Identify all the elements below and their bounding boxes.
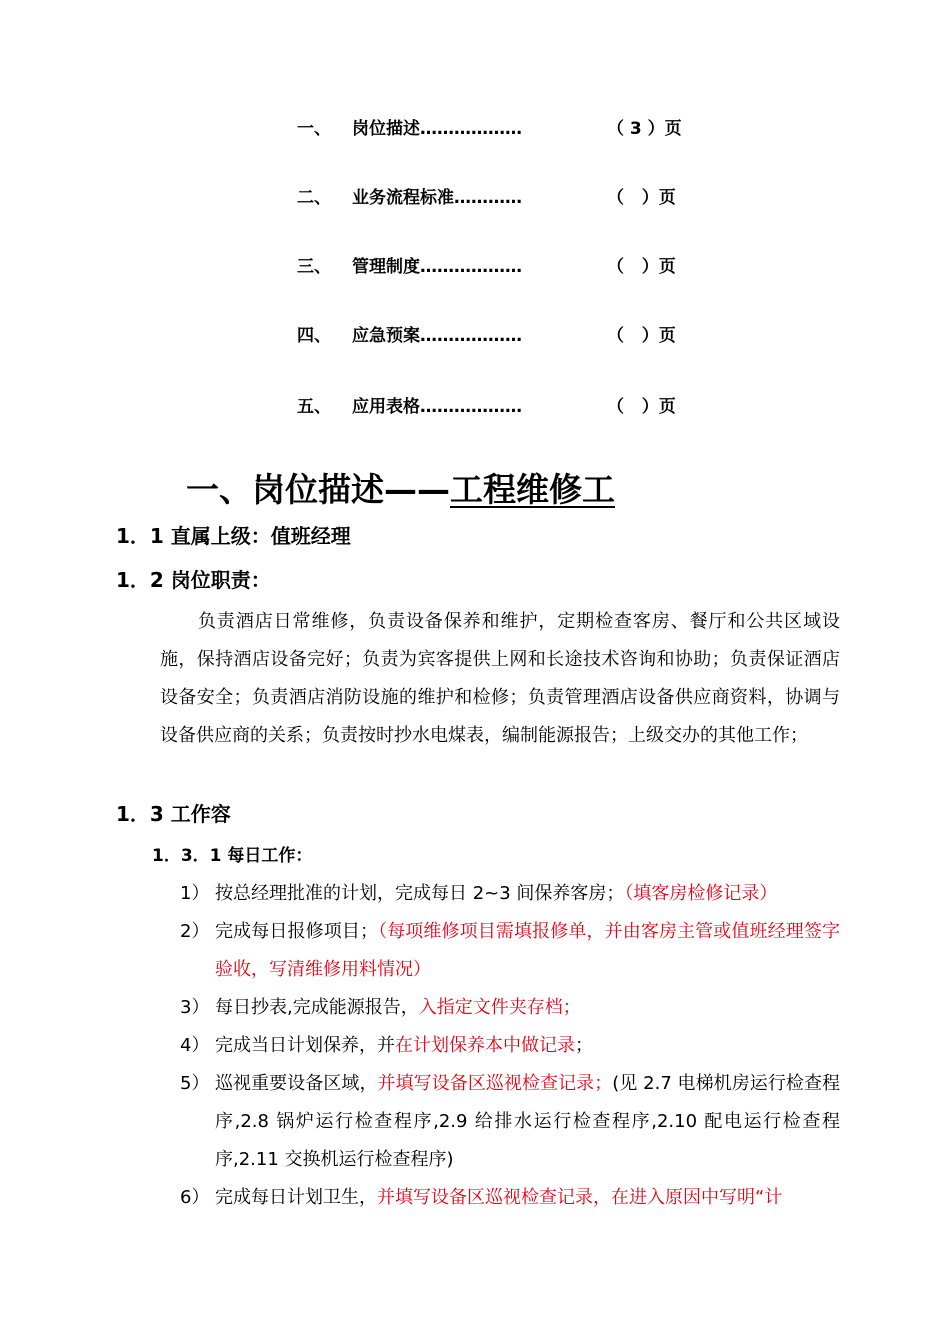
item-tail: (见 2.7 电梯机房运行检查程序,2.8 锅炉运行检查程序,2.9 给排水运行检查程序,2.10 配电运行检查程序,2.11 交换机运行检查程序): [215, 1073, 841, 1170]
toc-entry-1[interactable]: [0, 114, 950, 144]
duties-paragraph: 负责酒店日常维修，负责设备保养和维护，定期检查客房、餐厅和公共区域设施，保持酒店设备完好；负责为宾客提供上网和长途技术咨询和协助；负责保证酒店设备安全；负责酒店消防设施的维护和检修；负责管理酒店设备供应商资料，协调与设备供应商的关系；负责按时抄水电煤表，编制能源报告；上级交办的其他工作；: [160, 611, 840, 746]
item-tail: ；: [575, 1035, 593, 1056]
toc-number: 一、: [297, 119, 331, 139]
item-highlight: 并填写设备区巡视检查记录；: [377, 1073, 613, 1094]
item-highlight: 入指定文件夹存档；: [418, 997, 581, 1018]
toc-entry-5[interactable]: [0, 392, 950, 422]
list-item: [180, 1065, 840, 1179]
toc-page: （ ）页: [607, 326, 676, 346]
item-highlight: （填客房检修记录）: [624, 883, 778, 904]
list-item: [180, 1027, 840, 1065]
toc-entry-2[interactable]: [0, 183, 950, 213]
toc-entry-4[interactable]: [0, 321, 950, 351]
section-heading-work-content: 1．3 工作容: [116, 802, 231, 826]
toc-title: 应用表格………………: [352, 397, 522, 417]
subsection-heading-daily-work: 1．3．1 每日工作：: [152, 846, 313, 866]
toc-title: 应急预案………………: [352, 326, 522, 346]
toc-entry-3[interactable]: [0, 252, 950, 282]
main-title-prefix: 一、岗位描述——: [186, 470, 450, 509]
toc-page: （ ）页: [607, 397, 676, 417]
list-item-body: [215, 913, 840, 989]
list-item-body: [215, 989, 840, 1027]
list-item-number: 3）: [180, 997, 210, 1018]
main-title: [186, 466, 615, 514]
item-text: 按总经理批准的计划，完成每日 2~3 间保养客房；: [215, 883, 625, 904]
main-title-role: 工程维修工: [450, 470, 615, 509]
list-item-number: 2）: [180, 921, 210, 942]
list-item-number: 1）: [180, 883, 210, 904]
section-heading-superior: 1．1 直属上级：值班经理: [116, 524, 351, 548]
list-item: [180, 913, 840, 989]
section-heading-duties: 1．2 岗位职责：: [116, 568, 271, 592]
toc-number: 二、: [297, 188, 331, 208]
toc-page: （ 3 ）页: [607, 119, 682, 139]
toc-title: 业务流程标准…………: [352, 188, 522, 208]
list-item-number: 4）: [180, 1035, 210, 1056]
list-item: [180, 989, 840, 1027]
item-highlight: 并填写设备区巡视检查记录，在进入原因中写明“计: [377, 1187, 783, 1208]
list-item: [180, 875, 840, 913]
toc-number: 四、: [297, 326, 331, 346]
toc-number: 五、: [297, 397, 331, 417]
list-item-body: [215, 1027, 840, 1065]
list-item-body: [215, 1179, 840, 1217]
item-text: 巡视重要设备区域，: [215, 1073, 378, 1094]
toc-title: 岗位描述………………: [352, 119, 522, 139]
toc-page: （ ）页: [607, 188, 676, 208]
toc-page: （ ）页: [607, 257, 676, 277]
daily-work-list: [180, 875, 840, 1217]
list-item-body: [215, 875, 840, 913]
toc-title: 管理制度………………: [352, 257, 522, 277]
item-text: 完成每日计划卫生，: [215, 1187, 377, 1208]
item-highlight: 在计划保养本中做记录: [395, 1035, 575, 1056]
list-item: [180, 1179, 840, 1217]
list-item-number: 6）: [180, 1187, 210, 1208]
list-item-body: [215, 1065, 840, 1179]
item-text: 完成当日计划保养，并: [215, 1035, 395, 1056]
item-highlight: （每项维修项目需填报修单，并由客房主管或值班经理签字验收，写清维修用料情况）: [215, 921, 841, 980]
list-item-number: 5）: [180, 1073, 210, 1094]
item-text: 完成每日报修项目；: [215, 921, 378, 942]
item-text: 每日抄表,完成能源报告，: [215, 997, 419, 1018]
toc-number: 三、: [297, 257, 331, 277]
